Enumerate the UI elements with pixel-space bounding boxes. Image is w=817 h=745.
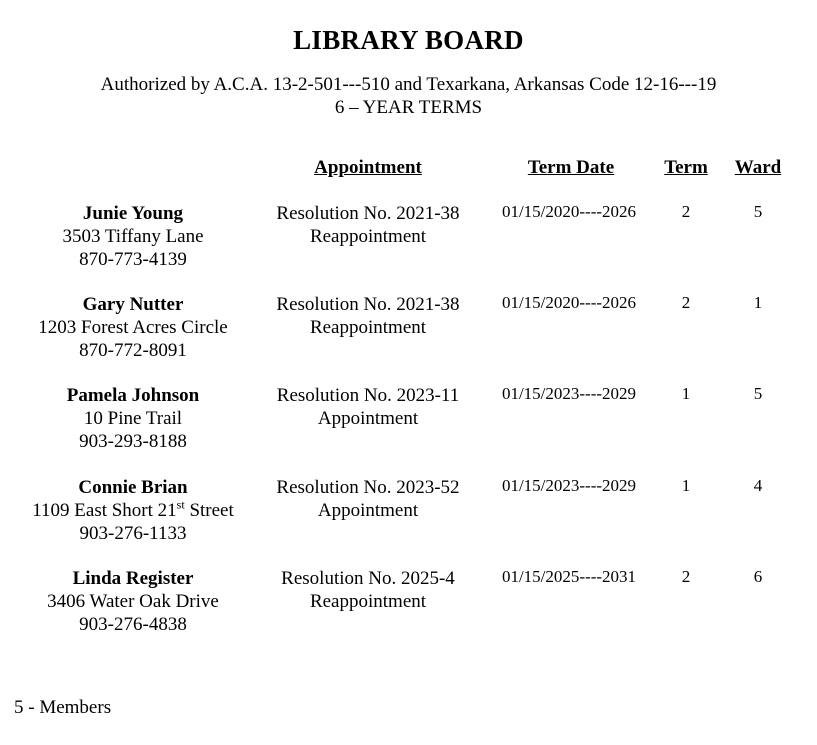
member-row <box>0 202 817 274</box>
member-resolution: Resolution No. 2021-38 <box>276 294 460 315</box>
member-address-main: 1109 East Short 21 <box>32 500 177 521</box>
member-name: Gary Nutter <box>82 294 184 315</box>
member-term-date: 01/15/2020----2026 <box>501 293 637 312</box>
member-address <box>13 225 253 248</box>
member-term-date: 01/15/2023----2029 <box>501 384 637 403</box>
member-phone: 903-276-1133 <box>79 523 187 544</box>
member-term: 1 <box>681 384 691 403</box>
member-term: 1 <box>681 476 691 495</box>
member-phone: 903-276-4838 <box>79 614 187 635</box>
member-contact <box>13 293 253 362</box>
member-term-date: 01/15/2020----2026 <box>501 202 637 221</box>
member-address-suffix: Street <box>184 500 234 521</box>
member-address-main: 1203 Forest Acres Circle <box>38 317 228 338</box>
member-contact <box>13 202 253 271</box>
column-header-term-date: Term Date <box>527 157 615 178</box>
member-ward: 5 <box>753 384 763 403</box>
member-row <box>0 476 817 548</box>
member-resolution: Resolution No. 2023-11 <box>276 385 460 406</box>
member-term: 2 <box>681 202 691 221</box>
member-term-date: 01/15/2025----2031 <box>501 567 637 586</box>
page-title: LIBRARY BOARD <box>293 25 524 55</box>
member-appointment <box>258 293 478 339</box>
member-appointment <box>258 476 478 522</box>
member-ward: 1 <box>753 293 763 312</box>
member-row <box>0 293 817 365</box>
member-address-main: 3503 Tiffany Lane <box>62 226 204 247</box>
member-appointment <box>258 202 478 248</box>
member-phone: 870-773-4139 <box>79 249 187 270</box>
member-address <box>13 407 253 430</box>
member-resolution: Resolution No. 2025-4 <box>281 568 455 589</box>
member-appointment-type: Appointment <box>317 500 419 521</box>
member-ward: 5 <box>753 202 763 221</box>
member-appointment-type: Reappointment <box>309 591 427 612</box>
member-address <box>13 316 253 339</box>
member-contact <box>13 567 253 636</box>
member-ward: 6 <box>753 567 763 586</box>
member-address-main: 3406 Water Oak Drive <box>47 591 219 612</box>
member-resolution: Resolution No. 2023-52 <box>276 477 460 498</box>
member-name: Linda Register <box>72 568 194 589</box>
member-appointment <box>258 384 478 430</box>
member-appointment-type: Appointment <box>317 408 419 429</box>
member-ward: 4 <box>753 476 763 495</box>
member-address-main: 10 Pine Trail <box>83 408 183 429</box>
member-phone: 870-772-8091 <box>79 340 187 361</box>
member-name: Pamela Johnson <box>66 385 200 406</box>
column-header-ward: Ward <box>734 157 782 178</box>
member-name: Junie Young <box>82 203 184 224</box>
member-contact <box>13 384 253 453</box>
member-appointment-type: Reappointment <box>309 226 427 247</box>
member-name: Connie Brian <box>78 477 188 498</box>
term-length-text: 6 – YEAR TERMS <box>334 97 483 118</box>
authorization-text: Authorized by A.C.A. 13-2-501---510 and Texarkana, Arkansas Code 12-16---19 <box>100 74 717 95</box>
member-count: 5 - Members <box>14 697 112 718</box>
member-address-sup: st <box>176 497 185 512</box>
member-term-date: 01/15/2023----2029 <box>501 476 637 495</box>
member-address <box>13 499 253 522</box>
member-row <box>0 384 817 456</box>
member-resolution: Resolution No. 2021-38 <box>276 203 460 224</box>
member-term: 2 <box>681 293 691 312</box>
member-address <box>13 590 253 613</box>
column-header-term: Term <box>664 157 708 178</box>
member-term: 2 <box>681 567 691 586</box>
member-row <box>0 567 817 639</box>
member-appointment <box>258 567 478 613</box>
member-phone: 903-293-8188 <box>79 431 187 452</box>
member-contact <box>13 476 253 545</box>
column-header-appointment: Appointment <box>314 157 422 178</box>
member-appointment-type: Reappointment <box>309 317 427 338</box>
